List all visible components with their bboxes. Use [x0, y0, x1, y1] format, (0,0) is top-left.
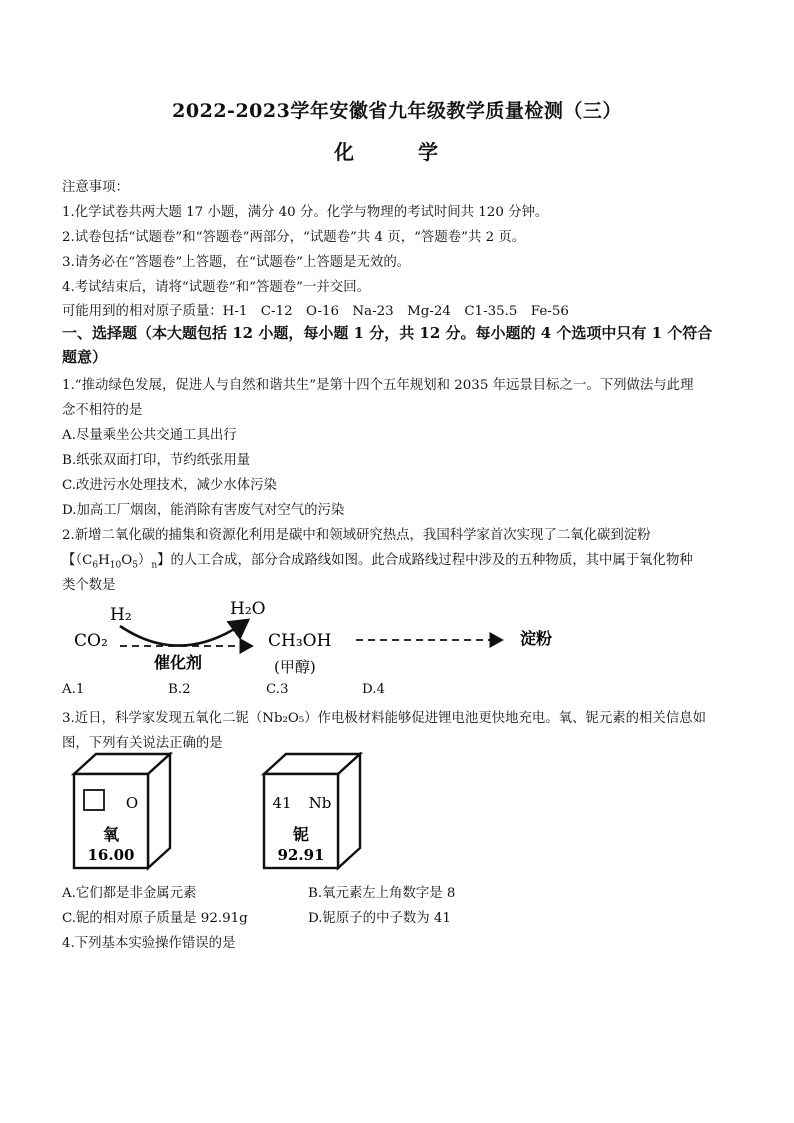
q4-stem: 4.下列基本实验操作错误的是: [62, 936, 236, 951]
ch3oh-label: CH₃OH: [268, 631, 332, 651]
note-item: 4.考试结束后，请将“试题卷”和“答题卷”一并交回。: [62, 280, 370, 295]
oxygen-name: 氧: [102, 825, 120, 844]
note-item: 2.试卷包括“试题卷”和“答题卷”两部分，“试题卷”共 4 页，“答题卷”共 2 页。: [62, 230, 526, 245]
q2-option-b: B.2: [168, 682, 191, 697]
oxygen-mass: 16.00: [87, 846, 135, 864]
q2-option-c: C.3: [266, 682, 289, 697]
q2-option-a: A.1: [62, 682, 85, 697]
notes-heading: 注意事项：: [62, 180, 129, 195]
note-item: 1.化学试卷共两大题 17 小题，满分 40 分。化学与物理的考试时间共 120 分钟。: [62, 205, 549, 220]
niobium-mass: 92.91: [277, 846, 325, 864]
q3-option-b: B.氧元素左上角数字是 8: [308, 886, 456, 901]
h2-label: H₂: [110, 605, 132, 625]
oxygen-symbol: O: [125, 794, 139, 812]
q3-option-a: A.它们都是非金属元素: [62, 886, 197, 901]
note-item: 3.请务必在“答题卷”上答题，在“试题卷”上答题是无效的。: [62, 255, 411, 270]
q2-option-d: D.4: [362, 682, 386, 697]
co2-label: CO₂: [74, 631, 108, 651]
q2-stem-line3: 类个数是: [62, 578, 116, 593]
q3-option-d: D.铌原子的中子数为 41: [308, 911, 451, 926]
q1-option-d: D.加高工厂烟囱，能消除有害废气对空气的污染: [62, 503, 345, 518]
exam-title: 2022-2023学年安徽省九年级教学质量检测（三）: [172, 100, 622, 122]
element-cards-figure: [62, 752, 392, 876]
q1-option-a: A.尽量乘坐公共交通工具出行: [62, 428, 237, 443]
oxygen-element-card: [74, 754, 170, 868]
section-heading: [62, 321, 734, 369]
subject-title: 化 学: [334, 140, 460, 164]
curved-arrow: [120, 620, 248, 646]
niobium-symbol: Nb: [308, 794, 332, 812]
atomic-masses: 可能用到的相对原子质量：H-1 C-12 O-16 Na-23 Mg-24 C1-35.5 Fe-56: [62, 304, 569, 319]
niobium-name: 铌: [292, 825, 310, 844]
q2-stem-line1: 2.新增二氧化碳的捕集和资源化利用是碳中和领域研究热点，我国科学家首次实现了二氧化碳到淀粉: [62, 528, 651, 543]
niobium-number: 41: [272, 794, 292, 812]
q1-option-b: B.纸张双面打印，节约纸张用量: [62, 453, 251, 468]
synthesis-route-diagram: [62, 594, 662, 678]
q2-stem-line2: 【$(C_6H_{10}O_5)_n$】的人工合成，部分合成路线如图。此合成路线过程中涉及的五种物质，其中属于氧化物种: [62, 553, 693, 571]
q1-option-c: C.改进污水处理技术，减少水体污染: [62, 478, 277, 493]
section-heading-line1: 一、选择题（本大题包括 12 小题，每小题 1 分，共 12 分。每小题的 4 个选项中只有 1 个符合: [62, 324, 713, 342]
starch-label: 淀粉: [520, 629, 553, 648]
catalyst-label: 催化剂: [154, 653, 203, 672]
niobium-element-card: [264, 754, 360, 868]
q1-stem-line1: 1.“推动绿色发展，促进人与自然和谐共生”是第十四个五年规划和 2035 年远景目标之一。下列做法与此理: [62, 378, 694, 393]
methanol-label: (甲醇): [274, 658, 316, 676]
q3-stem-line2: 图，下列有关说法正确的是: [62, 736, 223, 751]
q3-stem-line1: 3.近日，科学家发现五氧化二铌（Nb₂O₅）作电极材料能够促进锂电池更快地充电。氧、铌元素的相关信息如: [62, 711, 706, 726]
section-heading-line2: 题意）: [62, 348, 108, 366]
q1-stem-line2: 念不相符的是: [62, 403, 143, 418]
h2o-label: H₂O: [230, 599, 266, 619]
q3-option-c: C.铌的相对原子质量是 92.91g: [62, 911, 248, 926]
